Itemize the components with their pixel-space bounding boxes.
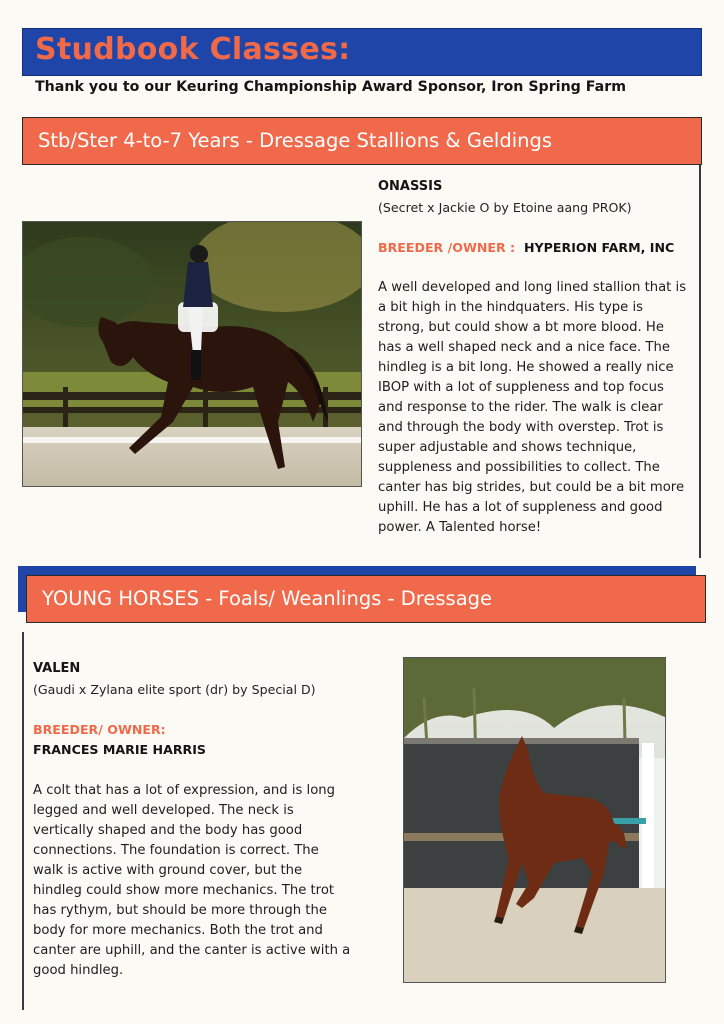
breeder-owner-label: BREEDER /OWNER :	[378, 240, 516, 255]
section-banner-young-horses	[26, 575, 706, 623]
section-title: Stb/Ster 4-to-7 Years - Dressage Stallions & Geldings	[38, 129, 553, 152]
horse-name: ONASSIS	[378, 179, 443, 194]
page-title: Studbook Classes:	[35, 32, 351, 67]
breeder-owner-label: BREEDER/ OWNER:	[33, 722, 166, 737]
breeder-owner-value: HYPERION FARM, INC	[524, 240, 675, 255]
sponsor-line: Thank you to our Keuring Championship Award Sponsor, Iron Spring Farm	[35, 79, 626, 95]
horse-photo-onassis	[22, 221, 362, 487]
breeder-owner-value: FRANCES MARIE HARRIS	[33, 742, 206, 757]
horse-description: A colt that has a lot of expression, and is long legged and well developed. The neck is vertically shaped and the body has good connections. The foundation is correct. The walk is active with ground cover, but the hindleg could show more mechanics. The trot has rythym, but should be more through the body for more mechanics. Both the trot and canter are uphill, and the canter is active with a good hindleg.	[33, 783, 351, 978]
divider-rule	[22, 632, 24, 1010]
dressage-rider-image	[23, 222, 362, 487]
horse-pedigree: (Secret x Jackie O by Etoine aang PROK)	[378, 200, 632, 215]
horse-photo-valen	[403, 657, 666, 983]
horse-name: VALEN	[33, 661, 81, 676]
title-banner	[22, 28, 702, 76]
horse-pedigree: (Gaudi x Zylana elite sport (dr) by Special D)	[33, 682, 316, 697]
section-banner-stallions	[22, 117, 702, 165]
section-title: YOUNG HORSES - Foals/ Weanlings - Dressage	[42, 587, 493, 610]
foal-image	[404, 658, 666, 983]
horse-description: A well developed and long lined stallion that is a bit high in the hindquaters. His type is strong, but could show a bt more blood. He has a well shaped neck and a nice face. The hindleg is a bit long. He showed a really nice IBOP with a lot of suppleness and top focus and response to the rider. The walk is clear and through the body with overstep. Trot is super adjustable and shows technique, suppleness and possibilities to collect. The canter has big strides, but could be a bit more uphill. He has a lot of suppleness and good power. A Talented horse!	[378, 280, 687, 535]
divider-rule	[699, 165, 701, 558]
